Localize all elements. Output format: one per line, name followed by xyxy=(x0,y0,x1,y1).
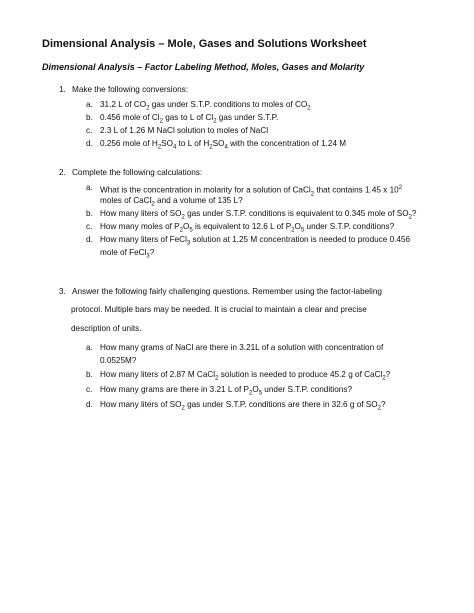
chemical-subscript: 2 xyxy=(181,214,185,221)
chemical-subscript: 2 xyxy=(157,144,162,151)
question-2a-text-line1: What is the concentration in molarity for a solution of CaCl$_2$ that contains 1.45 x $10^2$ xyxy=(100,185,403,198)
question-2d-text-line2: mole of FeCl$_3$? xyxy=(100,248,155,260)
question-1a-text: 31.2 L of $CO_2$ gas under S.T.P. conditions to moles of $CO_2$ xyxy=(100,100,311,112)
question-3-number: 3. xyxy=(59,287,66,296)
chemical-subscript: 3 xyxy=(186,240,191,247)
question-3b-text: How many liters of 2.87 M CaCl$_2$ solution is needed to produce 45.2 g of CaCl$_2$? xyxy=(100,370,391,382)
question-1-number: 1. xyxy=(59,85,66,94)
chemical-subscript: 2 xyxy=(146,105,150,112)
chemical-subscript: 2 xyxy=(291,227,295,234)
worksheet-title: Dimensional Analysis – Mole, Gases and Solutions Worksheet xyxy=(42,38,367,50)
question-2a-letter: a. xyxy=(86,183,93,192)
chemical-subscript: 3 xyxy=(146,253,150,260)
chemical-subscript: 5 xyxy=(258,390,263,397)
worksheet-subtitle: Dimensional Analysis – Factor Labeling Method, Moles, Gases and Molarity xyxy=(42,62,365,72)
question-1b-text: 0.456 mole of $Cl_2$ gas to L of $Cl_2$ gas under S.T.P. xyxy=(100,113,279,125)
question-2b-letter: b. xyxy=(86,209,93,218)
question-2c-letter: c. xyxy=(86,222,93,231)
question-2d-letter: d. xyxy=(86,235,93,244)
chemical-subscript: 2 xyxy=(382,375,386,382)
question-3d-letter: d. xyxy=(86,400,93,409)
question-3-text-line2: protocol. Multiple bars may be needed. It is crucial to maintain a clear and precise xyxy=(71,305,367,314)
chemical-subscript: 2 xyxy=(215,375,219,382)
chemical-subscript: 2 xyxy=(213,118,217,125)
question-2b-text: How many liters of $SO_2$ gas under S.T.P. conditions is equivalent to 0.345 mole of $SO_2$? xyxy=(100,209,417,221)
chemical-subscript: 2 xyxy=(248,390,253,397)
chemical-subscript: 4 xyxy=(224,144,228,151)
question-3a-text-line2: 0.0525M? xyxy=(100,356,137,365)
chemical-subscript: 2 xyxy=(209,144,213,151)
question-3d-text: How many liters of $SO_2$ gas under S.T.P. conditions are there in 32.6 g of $SO_2$? xyxy=(100,400,386,412)
chemical-subscript: 2 xyxy=(179,227,183,234)
question-2d-text-line1: How many liters of FeCl$_3$ solution at 1.25 M concentration is needed to produce 0.456 xyxy=(100,235,411,247)
chemical-subscript: 5 xyxy=(189,227,193,234)
question-2c-text: How many moles of $P_2O_5$ is equivalent to 12.6 L of $P_2O_5$ under S.T.P. conditions? xyxy=(100,222,395,234)
question-1c-text: 2.3 L of 1.26 M NaCl solution to moles of NaCl xyxy=(100,126,269,135)
exponent: 2 xyxy=(398,185,403,191)
chemical-subscript: 2 xyxy=(310,191,315,198)
chemical-subscript: 2 xyxy=(408,214,412,221)
question-3c-text: How many grams are there in 3.21 L of $P_2O_5$ under S.T.P. conditions? xyxy=(100,385,352,397)
question-2a-text-line2: moles of CaCl$_2$ and a volume of 135 L? xyxy=(100,196,243,208)
chemical-subscript: 2 xyxy=(181,405,185,412)
question-2-number: 2. xyxy=(59,168,66,177)
chemical-subscript: 2 xyxy=(377,405,381,412)
question-1b-letter: b. xyxy=(86,113,93,122)
question-3a-text-line1: How many grams of NaCl are there in 3.21L of a solution with concentration of xyxy=(100,343,384,352)
question-1d-text: 0.256 mole of $H_2SO_4$ to L of $H_2SO_4$ with the concentration of 1.24 M xyxy=(100,139,347,151)
question-3-text-line3: description of units. xyxy=(71,324,142,333)
chemical-subscript: 4 xyxy=(173,144,177,151)
question-1d-letter: d. xyxy=(86,139,93,148)
question-3-text-line1: Answer the following fairly challenging questions. Remember using the factor-labeling xyxy=(72,287,382,296)
chemical-subscript: 5 xyxy=(300,227,305,234)
question-2-text: Complete the following calculations: xyxy=(72,168,203,177)
chemical-subscript: 2 xyxy=(159,118,163,125)
question-3c-letter: c. xyxy=(86,385,93,394)
question-1-text: Make the following conversions: xyxy=(72,85,189,94)
question-3b-letter: b. xyxy=(86,370,93,379)
question-1c-letter: c. xyxy=(86,126,93,135)
chemical-subscript: 2 xyxy=(307,105,311,112)
question-3a-letter: a. xyxy=(86,343,93,352)
question-1a-letter: a. xyxy=(86,100,93,109)
chemical-subscript: 2 xyxy=(151,201,155,208)
